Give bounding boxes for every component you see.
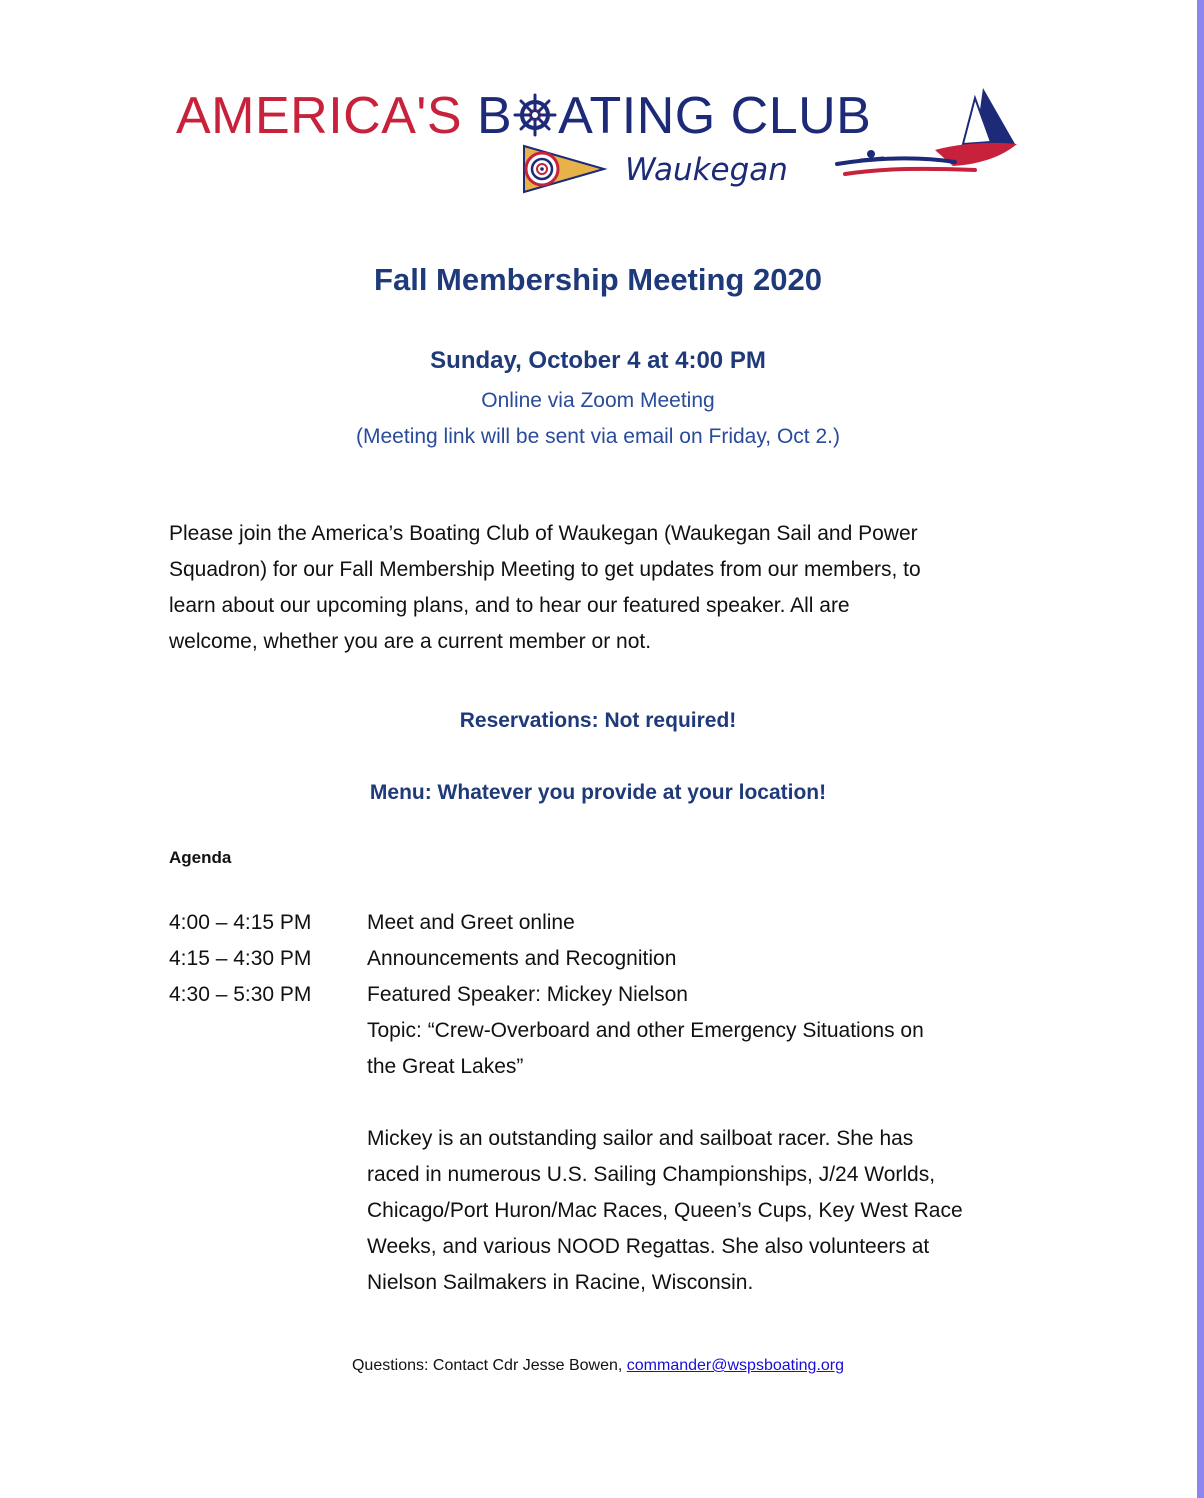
topic-line: the Great Lakes” bbox=[367, 1055, 524, 1078]
agenda-item bbox=[169, 905, 1049, 941]
topic-line: Topic: “Crew-Overboard and other Emergency Situations on bbox=[367, 1019, 924, 1042]
agenda-list bbox=[169, 905, 1049, 1013]
event-date: Sunday, October 4 at 4:00 PM bbox=[430, 347, 766, 374]
agenda-description: Featured Speaker: Mickey Nielson bbox=[367, 983, 688, 1006]
agenda-time: 4:30 – 5:30 PM bbox=[169, 983, 312, 1006]
sailboat-icon bbox=[835, 84, 1020, 184]
intro-line: welcome, whether you are a current member or not. bbox=[169, 630, 652, 653]
agenda-item bbox=[169, 941, 1049, 977]
intro-line: Please join the America’s Boating Club of Waukegan (Waukegan Sail and Power bbox=[169, 522, 918, 545]
logo-word-b: B bbox=[476, 87, 513, 145]
bio-line: Weeks, and various NOOD Regattas. She also volunteers at bbox=[367, 1235, 930, 1258]
speaker-topic bbox=[367, 1013, 924, 1085]
questions-text: Questions: Contact Cdr Jesse Bowen, bbox=[351, 1357, 627, 1374]
agenda-description: Announcements and Recognition bbox=[367, 947, 677, 970]
bio-line: Nielson Sailmakers in Racine, Wisconsin. bbox=[367, 1271, 754, 1294]
ship-wheel-icon bbox=[513, 93, 557, 137]
bio-line: Mickey is an outstanding sailor and sailboat racer. She has bbox=[367, 1127, 914, 1150]
agenda-description: Meet and Greet online bbox=[367, 911, 575, 934]
logo-subtitle: Waukegan bbox=[625, 152, 788, 188]
event-location: Online via Zoom Meeting bbox=[481, 389, 715, 412]
logo-word-ating-club: ATING CLUB bbox=[558, 87, 872, 145]
logo-word-americas: AMERICA'S bbox=[176, 87, 463, 145]
bio-line: Chicago/Port Huron/Mac Races, Queen’s Cups, Key West Race bbox=[367, 1199, 963, 1222]
page-title: Fall Membership Meeting 2020 bbox=[374, 262, 822, 297]
questions-footer bbox=[0, 1357, 1196, 1375]
event-link-note: (Meeting link will be sent via email on Friday, Oct 2.) bbox=[356, 425, 840, 448]
bio-line: raced in numerous U.S. Sailing Championships, J/24 Worlds, bbox=[367, 1163, 936, 1186]
speaker-bio bbox=[367, 1121, 963, 1301]
window-edge bbox=[1197, 0, 1204, 1498]
logo-wordmark bbox=[176, 86, 871, 146]
intro-line: Squadron) for our Fall Membership Meeting to get updates from our members, to bbox=[169, 558, 921, 581]
intro-paragraph bbox=[169, 516, 1039, 660]
pennant-flag-icon bbox=[520, 142, 608, 196]
agenda-item bbox=[169, 977, 1049, 1013]
reservations-note: Reservations: Not required! bbox=[459, 709, 737, 732]
commander-email-link[interactable]: commander@wspsboating.org bbox=[626, 1357, 845, 1374]
agenda-heading: Agenda bbox=[169, 848, 232, 867]
agenda-time: 4:15 – 4:30 PM bbox=[169, 947, 312, 970]
agenda-time: 4:00 – 4:15 PM bbox=[169, 911, 312, 934]
intro-line: learn about our upcoming plans, and to hear our featured speaker. All are bbox=[169, 594, 850, 617]
menu-note: Menu: Whatever you provide at your location! bbox=[369, 781, 827, 804]
club-logo bbox=[170, 82, 1030, 200]
